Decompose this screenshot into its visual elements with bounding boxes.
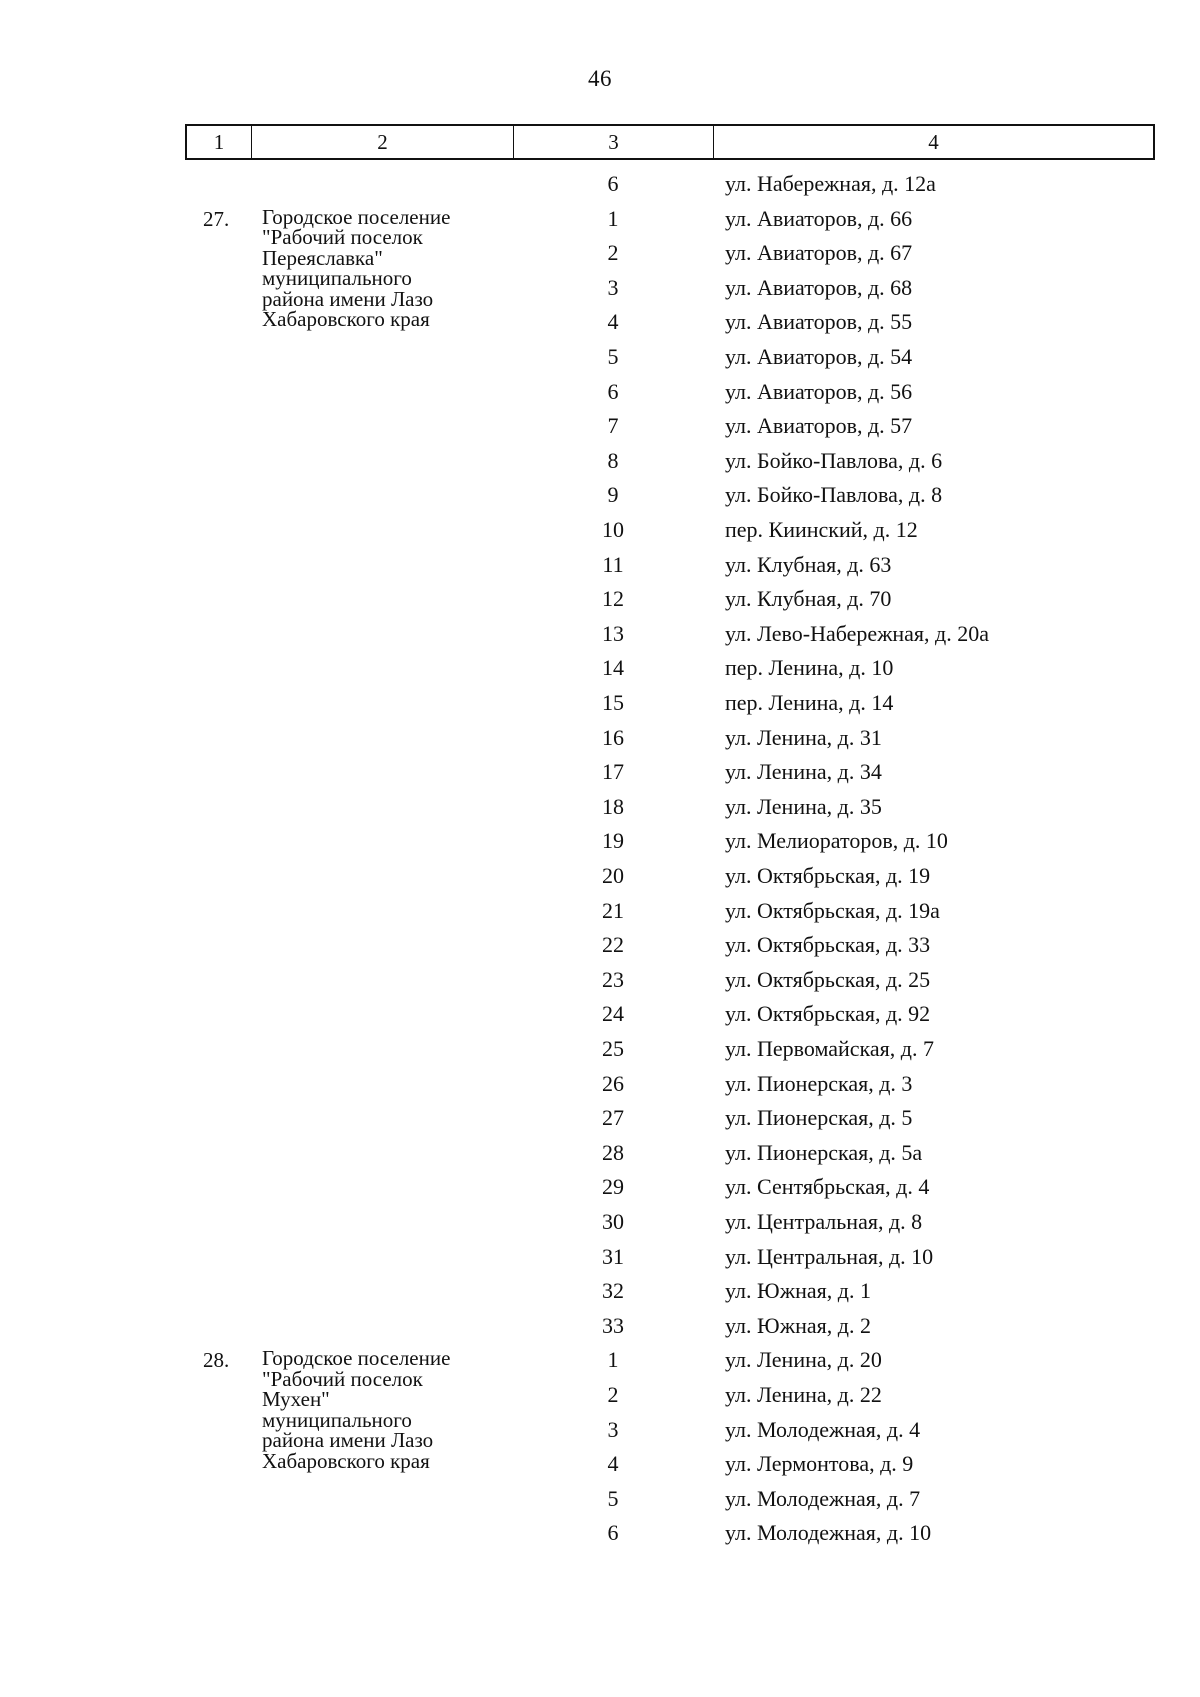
- row-number: 2: [607, 240, 619, 266]
- table-row: [0, 1174, 1200, 1204]
- row-address: ул. Ленина, д. 31: [725, 724, 882, 750]
- group-name-line: Переяславка": [262, 245, 383, 270]
- table-row: [0, 413, 1200, 443]
- row-number: 14: [602, 655, 624, 681]
- table-row: [0, 309, 1200, 339]
- row-number: 23: [602, 966, 624, 992]
- row-number: 6: [607, 171, 619, 196]
- row-address: ул. Молодежная, д. 4: [725, 1416, 921, 1442]
- row-number: 27: [602, 1105, 624, 1131]
- table-row: [0, 1382, 1200, 1412]
- row-number: 7: [607, 413, 619, 439]
- group-number: 28.: [203, 1348, 230, 1373]
- table-row: [0, 1105, 1200, 1135]
- table-row: [0, 344, 1200, 374]
- row-number: 10: [602, 517, 624, 542]
- row-address: ул. Октябрьская, д. 19а: [725, 897, 940, 923]
- row-address: ул. Пионерская, д. 5: [725, 1105, 913, 1131]
- table-row: [0, 517, 1200, 547]
- group-name-line: Хабаровского края: [262, 307, 430, 332]
- row-address: ул. Авиаторов, д. 56: [725, 378, 913, 404]
- table-row: [0, 1001, 1200, 1031]
- group-name-line: района имени Лазо: [262, 286, 434, 311]
- page-number: 46: [588, 66, 612, 91]
- group-name-line: Городское поселение: [262, 204, 451, 229]
- row-address: ул. Молодежная, д. 7: [725, 1485, 921, 1511]
- table-row: [0, 1036, 1200, 1066]
- row-number: 26: [602, 1070, 624, 1096]
- row-address: ул. Октябрьская, д. 19: [725, 863, 931, 888]
- row-number: 32: [602, 1278, 624, 1304]
- table-row: [0, 1209, 1200, 1239]
- row-number: 1: [607, 205, 619, 231]
- row-address: пер. Ленина, д. 10: [725, 655, 894, 681]
- table-row: [0, 379, 1200, 409]
- row-number: 4: [607, 309, 619, 335]
- row-number: 2: [607, 1382, 619, 1407]
- row-number: 30: [602, 1209, 624, 1234]
- row-address: ул. Авиаторов, д. 68: [725, 274, 913, 300]
- row-number: 1: [607, 1347, 619, 1373]
- row-address: ул. Авиаторов, д. 67: [725, 240, 913, 266]
- group-name-line: района имени Лазо: [262, 1428, 434, 1453]
- table-row: [0, 1347, 1200, 1377]
- row-address: ул. Центральная, д. 10: [725, 1243, 934, 1269]
- row-number: 5: [607, 344, 619, 369]
- table-row: [0, 240, 1200, 270]
- row-number: 20: [602, 863, 624, 888]
- table-row: [0, 448, 1200, 478]
- row-address: ул. Бойко-Павлова, д. 8: [725, 482, 943, 508]
- table-row: [0, 655, 1200, 685]
- row-number: 13: [602, 620, 624, 646]
- group-name-line: "Рабочий поселок: [262, 225, 423, 250]
- table-row: [0, 898, 1200, 928]
- row-address: ул. Ленина, д. 34: [725, 759, 882, 785]
- row-number: 16: [602, 724, 624, 750]
- table-row: [0, 1071, 1200, 1101]
- row-address: ул. Ленина, д. 20: [725, 1347, 882, 1373]
- row-address: ул. Южная, д. 1: [725, 1278, 871, 1304]
- row-address: ул. Клубная, д. 63: [725, 551, 892, 577]
- column-header-1: 1: [187, 126, 252, 158]
- row-address: ул. Мелиораторов, д. 10: [725, 828, 948, 854]
- group-name-line: Мухен": [262, 1387, 330, 1412]
- table-row: [0, 275, 1200, 305]
- row-address: ул. Сентябрьская, д. 4: [725, 1174, 930, 1200]
- group-number: 27.: [203, 206, 230, 231]
- row-address: ул. Лево-Набережная, д. 20а: [725, 620, 990, 646]
- row-number: 3: [607, 1416, 619, 1442]
- group-name-line: муниципального: [262, 1407, 412, 1432]
- row-address: ул. Ленина, д. 22: [725, 1382, 882, 1407]
- row-address: пер. Ленина, д. 14: [725, 690, 894, 715]
- row-number: 29: [602, 1174, 624, 1200]
- row-number: 6: [607, 378, 619, 404]
- row-number: 19: [602, 828, 624, 854]
- table-row: [0, 1486, 1200, 1516]
- row-number: 24: [602, 1001, 624, 1027]
- row-number: 22: [602, 932, 624, 958]
- table-row: [0, 725, 1200, 755]
- table-row: [0, 482, 1200, 512]
- table-row: [0, 1520, 1200, 1550]
- row-number: 6: [607, 1520, 619, 1546]
- table-row: [0, 586, 1200, 616]
- table-row: [0, 1140, 1200, 1170]
- row-number: 5: [607, 1485, 619, 1511]
- row-number: 18: [602, 793, 624, 819]
- row-number: 15: [602, 690, 624, 715]
- row-number: 17: [602, 759, 624, 785]
- row-address: ул. Первомайская, д. 7: [725, 1036, 934, 1061]
- table-row: [0, 690, 1200, 720]
- group-name-line: муниципального: [262, 266, 412, 291]
- table-row: [0, 828, 1200, 858]
- row-number: 12: [602, 586, 624, 612]
- table-row: [0, 967, 1200, 997]
- row-address: ул. Молодежная, д. 10: [725, 1520, 932, 1546]
- column-header-2: 2: [252, 126, 514, 158]
- row-number: 9: [607, 482, 619, 508]
- row-number: 3: [607, 274, 619, 300]
- row-address: ул. Клубная, д. 70: [725, 586, 892, 612]
- row-address: ул. Набережная, д. 12а: [725, 171, 936, 196]
- row-number: 33: [602, 1312, 624, 1338]
- table-row: [0, 171, 1200, 201]
- row-address: ул. Пионерская, д. 5а: [725, 1139, 923, 1165]
- row-address: ул. Лермонтова, д. 9: [725, 1451, 914, 1477]
- table-row: [0, 1278, 1200, 1308]
- row-number: 21: [602, 897, 624, 923]
- row-number: 11: [602, 551, 624, 577]
- table-row: [0, 1448, 1200, 1481]
- row-number: 25: [602, 1036, 624, 1061]
- group-name-line: "Рабочий поселок: [262, 1366, 423, 1391]
- row-address: ул. Ленина, д. 35: [725, 793, 882, 819]
- row-number: 28: [602, 1139, 624, 1165]
- table-row: [0, 759, 1200, 789]
- row-address: ул. Октябрьская, д. 25: [725, 966, 931, 992]
- row-address: ул. Южная, д. 2: [725, 1312, 871, 1338]
- table-row: [0, 1244, 1200, 1274]
- row-address: ул. Октябрьская, д. 92: [725, 1001, 931, 1027]
- group-name-line: Хабаровского края: [262, 1448, 430, 1473]
- table-row: [0, 552, 1200, 582]
- column-header-4: 4: [928, 129, 939, 154]
- row-address: ул. Авиаторов, д. 54: [725, 344, 913, 369]
- row-address: ул. Авиаторов, д. 66: [725, 205, 913, 231]
- table-row: [0, 621, 1200, 651]
- table-row: [0, 863, 1200, 893]
- row-address: пер. Киинский, д. 12: [725, 517, 918, 542]
- group-name-line: Городское поселение: [262, 1346, 451, 1371]
- table-row: [0, 1313, 1200, 1343]
- row-address: ул. Авиаторов, д. 55: [725, 309, 913, 335]
- row-number: 8: [607, 447, 619, 473]
- row-address: ул. Бойко-Павлова, д. 6: [725, 447, 943, 473]
- row-number: 4: [607, 1451, 619, 1477]
- table-row: [0, 206, 1200, 236]
- row-number: 31: [602, 1243, 624, 1269]
- column-header-3: 3: [514, 126, 714, 158]
- row-address: ул. Авиаторов, д. 57: [725, 413, 913, 439]
- table-row: [0, 1417, 1200, 1447]
- table-row: [0, 932, 1200, 962]
- row-address: ул. Пионерская, д. 3: [725, 1070, 913, 1096]
- table-row: [0, 794, 1200, 824]
- row-address: ул. Центральная, д. 8: [725, 1209, 923, 1234]
- row-address: ул. Октябрьская, д. 33: [725, 932, 931, 958]
